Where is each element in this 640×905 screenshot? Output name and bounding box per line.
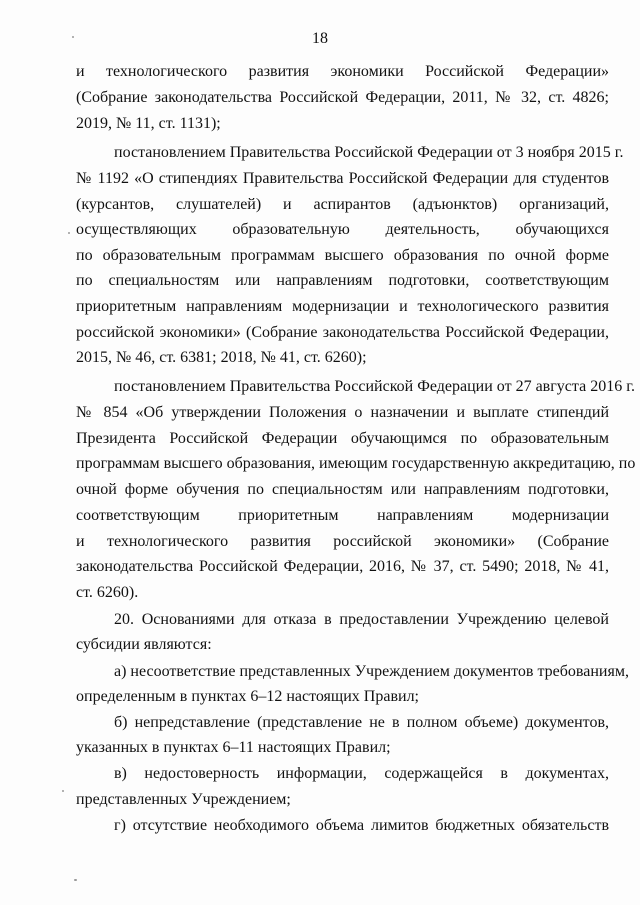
text-line: приоритетным направлениям модернизации и технологического развития	[76, 298, 609, 315]
text-line: представленных Учреждением;	[76, 791, 291, 808]
scan-speck	[62, 790, 64, 792]
text-line: ст. 6260).	[76, 584, 139, 601]
text-line: № 854 «Об утверждении Положения о назначении и выплате стипендий	[76, 404, 609, 421]
text-line: (Собрание законодательства Российской Федерации, 2011, № 32, ст. 4826;	[76, 89, 609, 106]
text-line: определенным в пунктах 6–12 настоящих Правил;	[76, 688, 419, 705]
scan-speck	[68, 232, 70, 234]
text-line: (курсантов, слушателей) и аспирантов (адъюнктов) организаций,	[76, 196, 609, 213]
text-line: 20. Основаниями для отказа в предоставлении Учреждению целевой	[114, 611, 609, 628]
text-line: по специальностям или направлениям подготовки, соответствующим	[76, 272, 609, 289]
text-line: по образовательным программам высшего образования по очной форме	[76, 247, 609, 264]
text-line: очной форме обучения по специальностям или направлениям подготовки,	[76, 481, 609, 498]
text-line: № 1192 «О стипендиях Правительства Российской Федерации для студентов	[76, 170, 609, 187]
text-line: б) непредставление (представление не в полном объеме) документов,	[114, 714, 609, 731]
text-line: г) отсутствие необходимого объема лимитов бюджетных обязательств	[114, 817, 609, 834]
text-line: указанных в пунктах 6–11 настоящих Правил;	[76, 739, 391, 756]
text-line: осуществляющих образовательную деятельность, обучающихся	[76, 221, 609, 238]
text-line: программам высшего образования, имеющим государственную аккредитацию, по	[76, 455, 636, 472]
text-line: и технологического развития экономики Российской Федерации»	[76, 63, 609, 80]
text-line: а) несоответствие представленных Учреждением документов требованиям,	[114, 663, 629, 680]
text-line: постановлением Правительства Российской Федерации от 27 августа 2016 г.	[114, 378, 635, 395]
text-line: российской экономики» (Собрание законодательства Российской Федерации,	[76, 324, 609, 341]
text-line: 2015, № 46, ст. 6381; 2018, № 41, ст. 6260);	[76, 349, 367, 366]
text-line: 2019, № 11, ст. 1131);	[76, 115, 221, 132]
scan-speck	[72, 36, 74, 38]
text-line: постановлением Правительства Российской Федерации от 3 ноября 2015 г.	[114, 144, 624, 161]
text-line: соответствующим приоритетным направлениям модернизации	[76, 507, 609, 524]
text-line: субсидии являются:	[76, 636, 212, 653]
text-line: Президента Российской Федерации обучающимся по образовательным	[76, 430, 609, 447]
text-line: и технологического развития российской экономики» (Собрание	[76, 533, 609, 550]
text-line: в) недостоверность информации, содержащейся в документах,	[114, 765, 609, 782]
scan-speck	[74, 879, 77, 881]
text-line: законодательства Российской Федерации, 2016, № 37, ст. 5490; 2018, № 41,	[76, 558, 609, 575]
page-number: 18	[312, 30, 328, 47]
